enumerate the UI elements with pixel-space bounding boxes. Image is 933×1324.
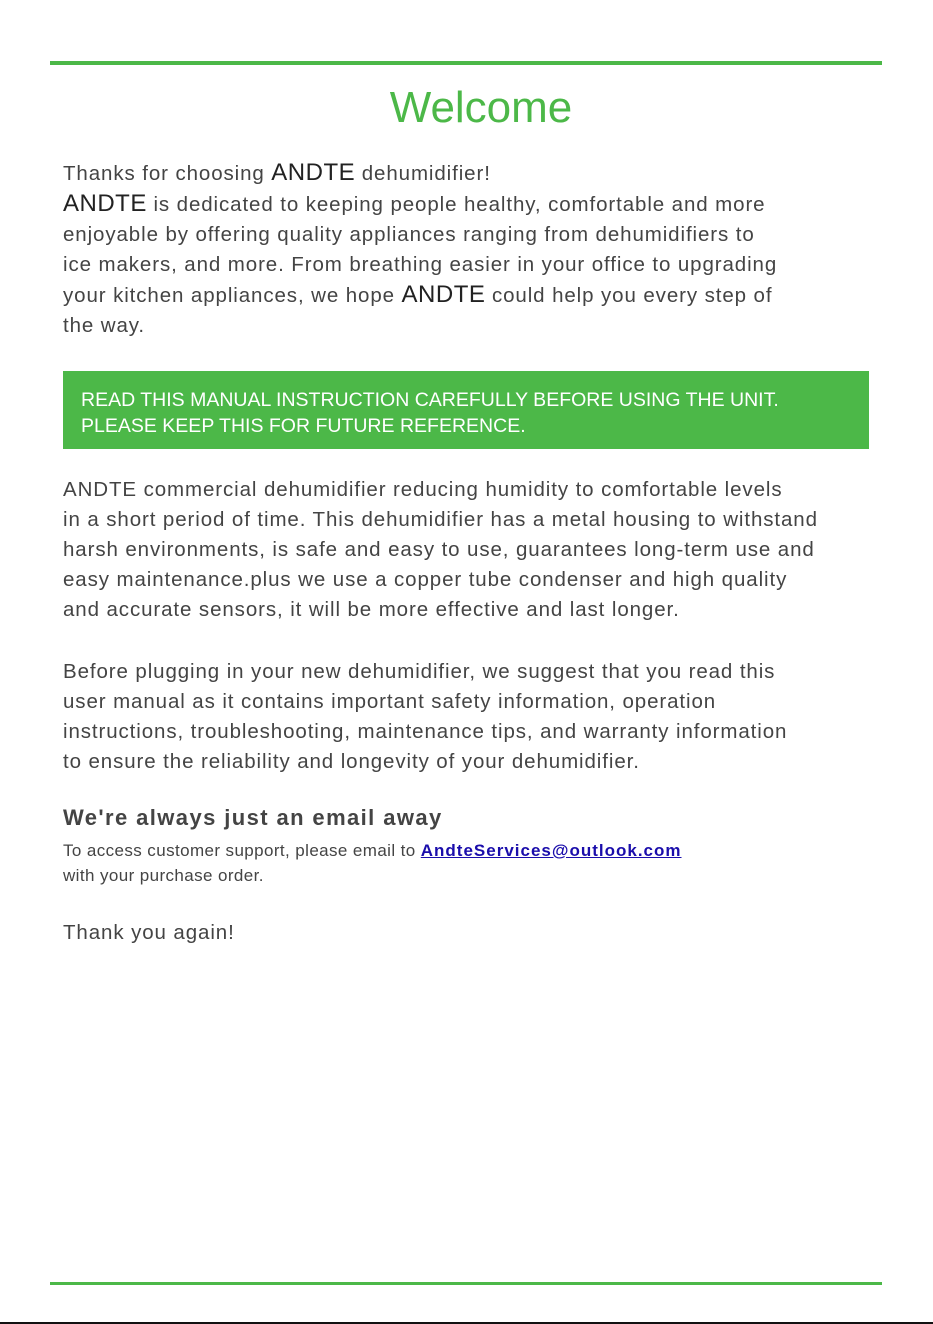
closing-thanks: Thank you again! xyxy=(63,921,235,944)
intro-line: Thanks for choosing ANDTE dehumidifier! xyxy=(63,159,491,186)
description-line: easy maintenance.plus we use a copper tube condenser and high quality xyxy=(63,568,788,591)
brand-name: ANDTE xyxy=(401,281,486,308)
description-paragraph xyxy=(63,475,883,625)
before-use-line: instructions, troubleshooting, maintenance tips, and warranty information xyxy=(63,720,788,743)
support-text xyxy=(63,838,682,888)
intro-line: your kitchen appliances, we hope ANDTE could help you every step of xyxy=(63,281,773,308)
before-use-line: to ensure the reliability and longevity of your dehumidifier. xyxy=(63,750,640,773)
warning-line: READ THIS MANUAL INSTRUCTION CAREFULLY BEFORE USING THE UNIT. xyxy=(81,389,779,411)
intro-line: enjoyable by offering quality appliances ranging from dehumidifiers to xyxy=(63,223,755,246)
intro-line: ANDTE is dedicated to keeping people healthy, comfortable and more xyxy=(63,190,766,217)
brand-name: ANDTE xyxy=(63,190,147,217)
support-email-link[interactable]: AndteServices@outlook.com xyxy=(420,841,682,860)
top-divider xyxy=(50,61,882,65)
support-heading: We're always just an email away xyxy=(63,805,443,830)
before-use-paragraph xyxy=(63,657,883,777)
bottom-divider xyxy=(50,1282,882,1285)
intro-line: ice makers, and more. From breathing easier in your office to upgrading xyxy=(63,253,778,276)
support-line: with your purchase order. xyxy=(63,866,264,885)
intro-line: the way. xyxy=(63,314,146,337)
before-use-line: user manual as it contains important safety information, operation xyxy=(63,690,717,713)
description-line: and accurate sensors, it will be more effective and last longer. xyxy=(63,598,680,621)
warning-line: PLEASE KEEP THIS FOR FUTURE REFERENCE. xyxy=(81,415,526,437)
description-line: harsh environments, is safe and easy to use, guarantees long-term use and xyxy=(63,538,815,561)
description-line: in a short period of time. This dehumidifier has a metal housing to withstand xyxy=(63,508,818,531)
description-line: ANDTE commercial dehumidifier reducing humidity to comfortable levels xyxy=(63,478,783,501)
support-line: To access customer support, please email to AndteServices@outlook.com xyxy=(63,841,682,860)
page-title: Welcome xyxy=(389,83,573,132)
before-use-line: Before plugging in your new dehumidifier, we suggest that you read this xyxy=(63,660,776,683)
warning-banner xyxy=(63,371,869,449)
intro-paragraph xyxy=(63,158,883,341)
brand-name: ANDTE xyxy=(271,159,356,186)
